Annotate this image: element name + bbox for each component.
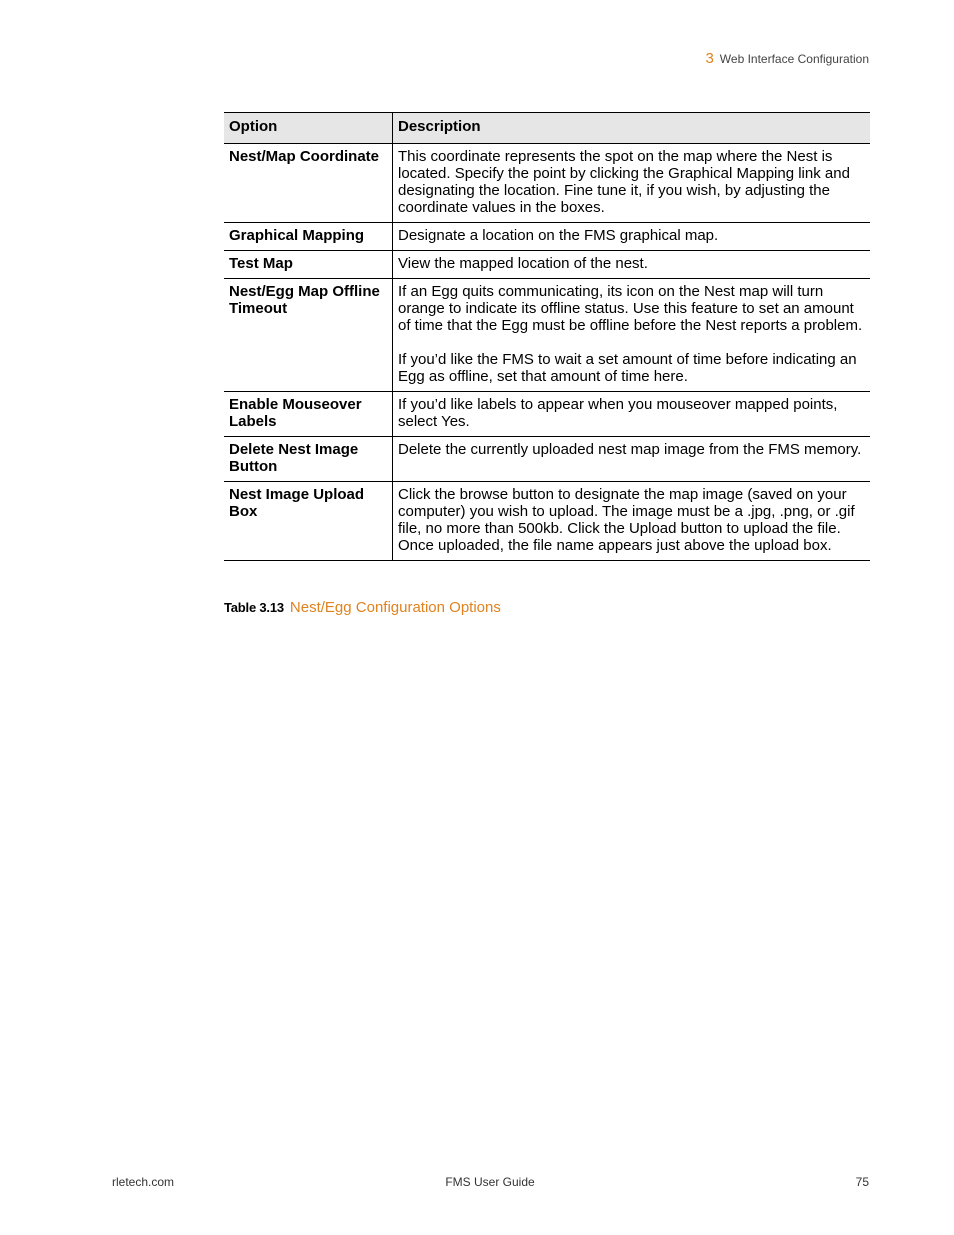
caption-label: Table 3.13: [224, 600, 284, 615]
option-description: [393, 223, 871, 251]
description-paragraph: This coordinate represents the spot on the map where the Nest is located. Specify the point by clicking the Graphical Mapping link and designating the location. Fine tune it, if you wish, by adjusting the coordinate values in the boxes.: [398, 148, 850, 216]
table-row: [224, 144, 870, 223]
option-name: Graphical Mapping: [224, 223, 393, 251]
description-paragraph: If you’d like labels to appear when you mouseover mapped points, select Yes.: [398, 396, 838, 430]
table-row: [224, 223, 870, 251]
chapter-number: 3: [705, 50, 714, 67]
description-paragraph: View the mapped location of the nest.: [398, 255, 648, 272]
option-description: [393, 251, 871, 279]
column-header-description: Description: [393, 113, 871, 144]
options-table: [224, 112, 870, 561]
table-caption: [224, 599, 501, 616]
table-row: [224, 392, 870, 437]
option-description: [393, 437, 871, 482]
option-name: Nest/Egg Map Offline Timeout: [224, 279, 393, 392]
option-description: [393, 392, 871, 437]
column-header-option: Option: [224, 113, 393, 144]
option-name: Delete Nest Image Button: [224, 437, 393, 482]
option-name: Test Map: [224, 251, 393, 279]
option-description: [393, 279, 871, 392]
option-name: Enable Mouseover Labels: [224, 392, 393, 437]
description-paragraph: If an Egg quits communicating, its icon on the Nest map will turn orange to indicate its offline status. Use this feature to set an amount of time that the Egg must be offline before the Nest reports a problem.: [398, 283, 863, 334]
description-paragraph: Designate a location on the FMS graphical map.: [398, 227, 719, 244]
page-number: 75: [855, 1175, 869, 1189]
option-description: [393, 482, 871, 561]
table-row: [224, 482, 870, 561]
option-name: Nest Image Upload Box: [224, 482, 393, 561]
description-paragraph: If you’d like the FMS to wait a set amount of time before indicating an Egg as offline, set that amount of time here.: [398, 351, 857, 385]
option-name: Nest/Map Coordinate: [224, 144, 393, 223]
footer-doc-title: FMS User Guide: [445, 1175, 535, 1189]
table-header-row: [224, 113, 870, 144]
description-paragraph: Delete the currently uploaded nest map image from the FMS memory.: [398, 441, 862, 458]
caption-title: Nest/Egg Configuration Options: [289, 599, 501, 616]
table-row: [224, 251, 870, 279]
footer-site: rletech.com: [112, 1175, 175, 1189]
description-paragraph: Click the browse button to designate the map image (saved on your computer) you wish to upload. The image must be a .jpg, .png, or .gif file, no more than 500kb. Click the Upload button to upload the file. Once uploaded, the file name appears just above the upload box.: [398, 486, 855, 554]
table-row: [224, 279, 870, 392]
chapter-title: Web Interface Configuration: [719, 52, 869, 66]
table-row: [224, 437, 870, 482]
running-header: [705, 50, 869, 67]
option-description: [393, 144, 871, 223]
